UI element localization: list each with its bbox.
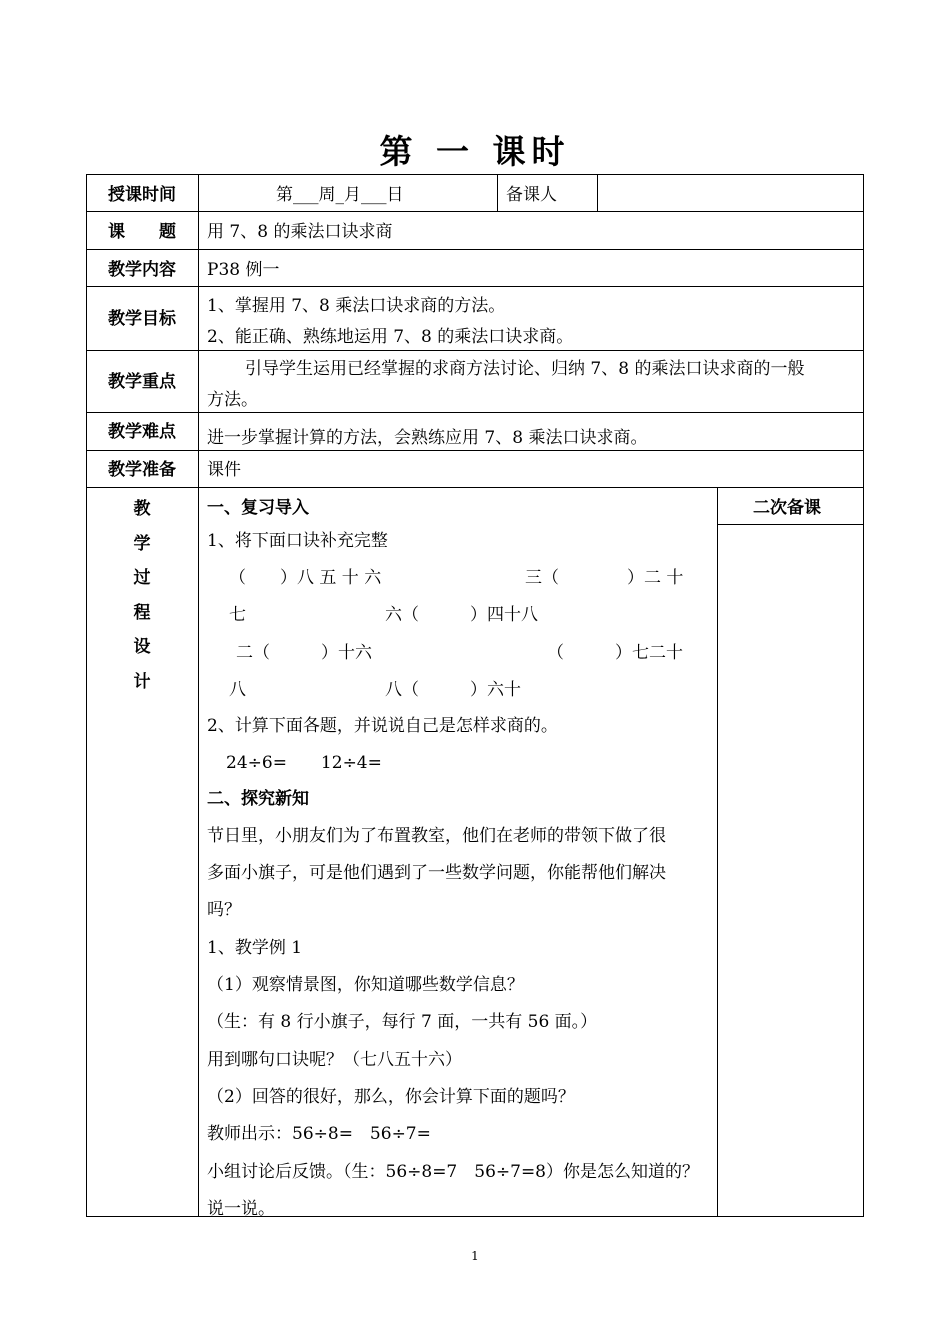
goals-label: 教学目标 bbox=[108, 309, 176, 329]
process-line: 二（ ）十六 bbox=[236, 643, 372, 663]
process-label-char: 设 bbox=[133, 637, 151, 657]
process-label bbox=[86, 492, 198, 699]
header-divider bbox=[597, 174, 598, 211]
process-label-char: 教 bbox=[133, 499, 151, 519]
topic-value: 用 7、8 的乘法口诀求商 bbox=[207, 222, 393, 242]
key-line: 引导学生运用已经掌握的求商方法讨论、归纳 7、8 的乘法口诀求商的一般 bbox=[245, 359, 805, 379]
process-line: 节日里，小朋友们为了布置教室，他们在老师的带领下做了很 bbox=[207, 826, 666, 846]
process-line: （ ）七二十 bbox=[547, 643, 683, 663]
process-line: 24÷6= 12÷4= bbox=[226, 753, 382, 773]
time-value: 第___周_月___日 bbox=[276, 185, 404, 205]
topic-label: 课 题 bbox=[108, 222, 176, 242]
second-prep-label: 二次备课 bbox=[753, 498, 821, 518]
row-divider bbox=[86, 412, 864, 413]
content-label: 教学内容 bbox=[108, 260, 176, 280]
process-label-char: 计 bbox=[133, 671, 151, 692]
process-line: （2）回答的很好，那么，你会计算下面的题吗？ bbox=[207, 1087, 575, 1107]
second-prep-divider bbox=[717, 524, 864, 525]
section-heading: 二、探究新知 bbox=[207, 789, 309, 809]
row-divider bbox=[86, 450, 864, 451]
process-label-char: 学 bbox=[133, 533, 151, 554]
section-heading: 一、复习导入 bbox=[207, 498, 309, 518]
process-line: （生：有 8 行小旗子，每行 7 面，一共有 56 面。） bbox=[207, 1012, 598, 1032]
process-line: （ ）八 五 十 六 bbox=[229, 568, 382, 588]
process-line: 三（ ）二 十 bbox=[525, 568, 684, 588]
row-divider bbox=[86, 211, 864, 212]
prep-value: 课件 bbox=[207, 460, 241, 480]
row-divider bbox=[86, 487, 864, 488]
row-divider bbox=[86, 249, 864, 250]
process-line: （1）观察情景图，你知道哪些数学信息？ bbox=[207, 975, 524, 995]
process-line: 七 bbox=[229, 605, 246, 625]
process-line: 六（ ）四十八 bbox=[385, 605, 538, 625]
key-line: 方法。 bbox=[207, 390, 258, 410]
process-line: 说一说。 bbox=[207, 1199, 275, 1219]
content-value: P38 例一 bbox=[207, 260, 280, 280]
process-line: 用到哪句口诀呢？（七八五十六） bbox=[207, 1050, 462, 1070]
key-label: 教学重点 bbox=[108, 372, 176, 392]
goal-line: 1、掌握用 7、8 乘法口诀求商的方法。 bbox=[207, 296, 506, 316]
time-label: 授课时间 bbox=[108, 185, 176, 205]
goal-line: 2、能正确、熟练地运用 7、8 的乘法口诀求商。 bbox=[207, 327, 574, 347]
process-line: 教师出示：56÷8= 56÷7= bbox=[207, 1124, 431, 1144]
second-prep-column-divider bbox=[717, 487, 718, 1217]
process-line: 多面小旗子，可是他们遇到了一些数学问题，你能帮他们解决 bbox=[207, 863, 666, 883]
process-label-char: 过 bbox=[133, 568, 151, 588]
row-divider bbox=[86, 286, 864, 287]
preparer-label: 备课人 bbox=[506, 185, 557, 205]
process-line: 小组讨论后反馈。（生：56÷8=7 56÷7=8）你是怎么知道的？ bbox=[207, 1162, 700, 1182]
process-line: 八 bbox=[229, 680, 246, 700]
process-line: 八（ ）六十 bbox=[385, 680, 521, 700]
label-column-divider bbox=[198, 174, 199, 1217]
process-line: 1、教学例 1 bbox=[207, 938, 303, 958]
page-number: 1 bbox=[471, 1249, 479, 1263]
difficulty-label: 教学难点 bbox=[108, 422, 176, 442]
page-title: 第 一 课时 bbox=[379, 132, 571, 171]
difficulty-value: 进一步掌握计算的方法，会熟练应用 7、8 乘法口诀求商。 bbox=[207, 428, 648, 448]
row-divider bbox=[86, 350, 864, 351]
process-line: 吗？ bbox=[207, 900, 241, 920]
process-line: 2、计算下面各题，并说说自己是怎样求商的。 bbox=[207, 716, 558, 736]
prep-label: 教学准备 bbox=[108, 460, 176, 480]
process-line: 1、将下面口诀补充完整 bbox=[207, 531, 388, 551]
process-label-char: 程 bbox=[133, 602, 151, 623]
header-divider bbox=[497, 174, 498, 211]
